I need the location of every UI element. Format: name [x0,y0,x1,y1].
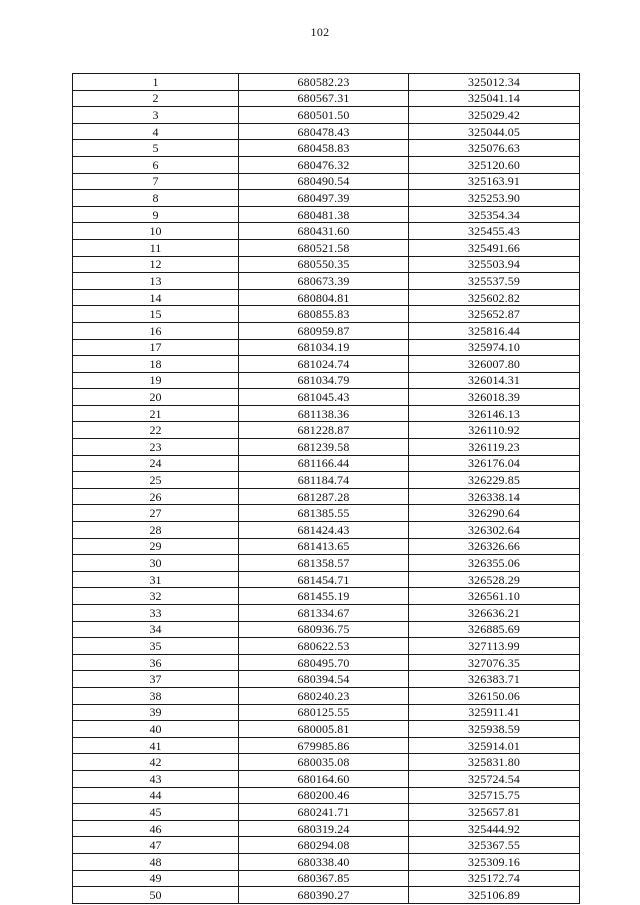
x-coordinate-cell: 680394.54 [239,671,409,688]
point-number-cell: 13 [73,273,239,290]
x-coordinate-cell: 681455.19 [239,588,409,605]
x-coordinate-cell: 680367.85 [239,870,409,887]
table-row [73,588,580,605]
table-row [73,870,580,887]
point-number-cell: 2 [73,90,239,107]
point-number-cell: 10 [73,223,239,240]
y-coordinate-cell: 326528.29 [409,571,580,588]
table-row [73,289,580,306]
x-coordinate-cell: 680804.81 [239,289,409,306]
table-row [73,687,580,704]
x-coordinate-cell: 681413.65 [239,538,409,555]
y-coordinate-cell: 325537.59 [409,273,580,290]
y-coordinate-cell: 326119.23 [409,439,580,456]
y-coordinate-cell: 325491.66 [409,239,580,256]
table-row [73,156,580,173]
table-row [73,621,580,638]
table-row [73,190,580,207]
y-coordinate-cell: 325041.14 [409,90,580,107]
point-number-cell: 4 [73,123,239,140]
y-coordinate-cell: 325029.42 [409,107,580,124]
point-number-cell: 30 [73,555,239,572]
table-row [73,853,580,870]
point-number-cell: 31 [73,571,239,588]
x-coordinate-cell: 680200.46 [239,787,409,804]
table-row [73,273,580,290]
x-coordinate-cell: 681034.79 [239,372,409,389]
y-coordinate-cell: 326302.64 [409,522,580,539]
x-coordinate-cell: 681424.43 [239,522,409,539]
table-row [73,505,580,522]
x-coordinate-cell: 681184.74 [239,472,409,489]
x-coordinate-cell: 680521.58 [239,239,409,256]
point-number-cell: 38 [73,687,239,704]
y-coordinate-cell: 325724.54 [409,770,580,787]
x-coordinate-cell: 681228.87 [239,422,409,439]
x-coordinate-cell: 680390.27 [239,887,409,904]
x-coordinate-cell: 681385.55 [239,505,409,522]
table-row [73,389,580,406]
x-coordinate-cell: 680476.32 [239,156,409,173]
x-coordinate-cell: 681045.43 [239,389,409,406]
table-row [73,306,580,323]
point-number-cell: 21 [73,405,239,422]
y-coordinate-cell: 326014.31 [409,372,580,389]
table-row [73,90,580,107]
y-coordinate-cell: 325163.91 [409,173,580,190]
table-row [73,538,580,555]
y-coordinate-cell: 325455.43 [409,223,580,240]
x-coordinate-cell: 680241.71 [239,804,409,821]
table-row [73,638,580,655]
x-coordinate-cell: 680501.50 [239,107,409,124]
x-coordinate-cell: 681138.36 [239,405,409,422]
x-coordinate-cell: 681454.71 [239,571,409,588]
x-coordinate-cell: 680164.60 [239,770,409,787]
table-row [73,140,580,157]
table-row [73,555,580,572]
x-coordinate-cell: 680431.60 [239,223,409,240]
x-coordinate-cell: 681358.57 [239,555,409,572]
x-coordinate-cell: 680338.40 [239,853,409,870]
point-number-cell: 9 [73,206,239,223]
table-row [73,488,580,505]
x-coordinate-cell: 680959.87 [239,322,409,339]
y-coordinate-cell: 326561.10 [409,588,580,605]
x-coordinate-cell: 680622.53 [239,638,409,655]
y-coordinate-cell: 326355.06 [409,555,580,572]
x-coordinate-cell: 681166.44 [239,455,409,472]
point-number-cell: 47 [73,837,239,854]
coordinates-table [72,73,580,904]
x-coordinate-cell: 680481.38 [239,206,409,223]
point-number-cell: 16 [73,322,239,339]
y-coordinate-cell: 325652.87 [409,306,580,323]
x-coordinate-cell: 681287.28 [239,488,409,505]
table-row [73,837,580,854]
table-row [73,322,580,339]
x-coordinate-cell: 680673.39 [239,273,409,290]
point-number-cell: 50 [73,887,239,904]
y-coordinate-cell: 326290.64 [409,505,580,522]
y-coordinate-cell: 325106.89 [409,887,580,904]
x-coordinate-cell: 680855.83 [239,306,409,323]
y-coordinate-cell: 325503.94 [409,256,580,273]
point-number-cell: 22 [73,422,239,439]
point-number-cell: 6 [73,156,239,173]
point-number-cell: 34 [73,621,239,638]
point-number-cell: 28 [73,522,239,539]
table-row [73,522,580,539]
x-coordinate-cell: 680497.39 [239,190,409,207]
table-row [73,787,580,804]
y-coordinate-cell: 325367.55 [409,837,580,854]
table-row [73,704,580,721]
table-row [73,74,580,91]
point-number-cell: 12 [73,256,239,273]
y-coordinate-cell: 325444.92 [409,820,580,837]
y-coordinate-cell: 326176.04 [409,455,580,472]
x-coordinate-cell: 680936.75 [239,621,409,638]
point-number-cell: 33 [73,605,239,622]
point-number-cell: 24 [73,455,239,472]
y-coordinate-cell: 325172.74 [409,870,580,887]
y-coordinate-cell: 326326.66 [409,538,580,555]
y-coordinate-cell: 326018.39 [409,389,580,406]
table-row [73,372,580,389]
table-row [73,571,580,588]
point-number-cell: 3 [73,107,239,124]
point-number-cell: 32 [73,588,239,605]
x-coordinate-cell: 681024.74 [239,356,409,373]
point-number-cell: 35 [73,638,239,655]
y-coordinate-cell: 325602.82 [409,289,580,306]
table-row [73,770,580,787]
point-number-cell: 49 [73,870,239,887]
table-row [73,820,580,837]
point-number-cell: 20 [73,389,239,406]
page-number: 102 [310,25,330,39]
y-coordinate-cell: 325831.80 [409,754,580,771]
point-number-cell: 5 [73,140,239,157]
y-coordinate-cell: 326007.80 [409,356,580,373]
table-row [73,439,580,456]
table-row [73,107,580,124]
y-coordinate-cell: 325076.63 [409,140,580,157]
point-number-cell: 36 [73,654,239,671]
x-coordinate-cell: 680125.55 [239,704,409,721]
table-row [73,206,580,223]
y-coordinate-cell: 325044.05 [409,123,580,140]
point-number-cell: 27 [73,505,239,522]
y-coordinate-cell: 325938.59 [409,721,580,738]
point-number-cell: 15 [73,306,239,323]
y-coordinate-cell: 327076.35 [409,654,580,671]
point-number-cell: 44 [73,787,239,804]
x-coordinate-cell: 680582.23 [239,74,409,91]
x-coordinate-cell: 680490.54 [239,173,409,190]
y-coordinate-cell: 325657.81 [409,804,580,821]
x-coordinate-cell: 680478.43 [239,123,409,140]
x-coordinate-cell: 681034.19 [239,339,409,356]
point-number-cell: 19 [73,372,239,389]
y-coordinate-cell: 325309.16 [409,853,580,870]
x-coordinate-cell: 680240.23 [239,687,409,704]
y-coordinate-cell: 325816.44 [409,322,580,339]
y-coordinate-cell: 326636.21 [409,605,580,622]
table-row [73,804,580,821]
point-number-cell: 25 [73,472,239,489]
y-coordinate-cell: 326885.69 [409,621,580,638]
x-coordinate-cell: 680294.08 [239,837,409,854]
table-row [73,356,580,373]
table-row [73,721,580,738]
y-coordinate-cell: 325120.60 [409,156,580,173]
x-coordinate-cell: 681334.67 [239,605,409,622]
table-row [73,339,580,356]
point-number-cell: 23 [73,439,239,456]
y-coordinate-cell: 325253.90 [409,190,580,207]
coordinates-table-body [73,74,580,904]
table-row [73,239,580,256]
table-row [73,455,580,472]
x-coordinate-cell: 680035.08 [239,754,409,771]
x-coordinate-cell: 679985.86 [239,737,409,754]
y-coordinate-cell: 325715.75 [409,787,580,804]
y-coordinate-cell: 326150.06 [409,687,580,704]
table-row [73,405,580,422]
x-coordinate-cell: 680458.83 [239,140,409,157]
x-coordinate-cell: 680005.81 [239,721,409,738]
point-number-cell: 40 [73,721,239,738]
y-coordinate-cell: 325911.41 [409,704,580,721]
x-coordinate-cell: 680495.70 [239,654,409,671]
x-coordinate-cell: 680567.31 [239,90,409,107]
table-row [73,472,580,489]
point-number-cell: 43 [73,770,239,787]
table-row [73,654,580,671]
point-number-cell: 8 [73,190,239,207]
x-coordinate-cell: 680550.35 [239,256,409,273]
y-coordinate-cell: 326146.13 [409,405,580,422]
table-row [73,223,580,240]
point-number-cell: 14 [73,289,239,306]
point-number-cell: 42 [73,754,239,771]
point-number-cell: 18 [73,356,239,373]
point-number-cell: 29 [73,538,239,555]
x-coordinate-cell: 680319.24 [239,820,409,837]
table-row [73,422,580,439]
point-number-cell: 37 [73,671,239,688]
y-coordinate-cell: 326383.71 [409,671,580,688]
table-row [73,887,580,904]
point-number-cell: 46 [73,820,239,837]
table-row [73,256,580,273]
point-number-cell: 39 [73,704,239,721]
point-number-cell: 17 [73,339,239,356]
table-row [73,754,580,771]
y-coordinate-cell: 325354.34 [409,206,580,223]
x-coordinate-cell: 681239.58 [239,439,409,456]
point-number-cell: 11 [73,239,239,256]
y-coordinate-cell: 326229.85 [409,472,580,489]
y-coordinate-cell: 327113.99 [409,638,580,655]
y-coordinate-cell: 326338.14 [409,488,580,505]
y-coordinate-cell: 325012.34 [409,74,580,91]
point-number-cell: 48 [73,853,239,870]
point-number-cell: 1 [73,74,239,91]
table-row [73,123,580,140]
table-row [73,737,580,754]
point-number-cell: 26 [73,488,239,505]
table-row [73,605,580,622]
point-number-cell: 45 [73,804,239,821]
table-row [73,173,580,190]
table-row [73,671,580,688]
y-coordinate-cell: 326110.92 [409,422,580,439]
point-number-cell: 7 [73,173,239,190]
point-number-cell: 41 [73,737,239,754]
y-coordinate-cell: 325914.01 [409,737,580,754]
y-coordinate-cell: 325974.10 [409,339,580,356]
